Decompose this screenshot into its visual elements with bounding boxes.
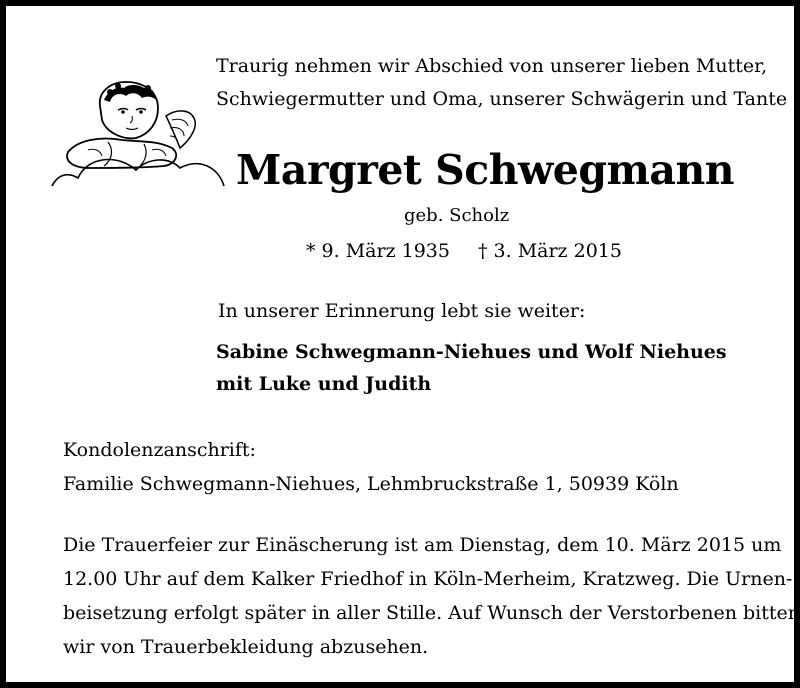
- intro-text: [216, 54, 788, 120]
- intro-line: Traurig nehmen wir Abschied von unserer lieben Mutter,: [216, 55, 768, 77]
- ceremony-line: wir von Trauerbekleidung abzusehen.: [63, 636, 429, 658]
- intro-line: Schwiegermutter und Oma, unserer Schwägerin und Tante: [216, 88, 788, 110]
- ceremony-line: Die Trauerfeier zur Einäscherung ist am Dienstag, dem 10. März 2015 um: [63, 534, 782, 556]
- condolence-label: Kondolenzanschrift:: [63, 439, 256, 461]
- angel-icon: [48, 78, 228, 188]
- birth-date: * 9. März 1935: [306, 240, 450, 262]
- life-dates: [306, 239, 622, 263]
- memory-line: In unserer Erinnerung lebt sie weiter:: [218, 300, 586, 322]
- ceremony-line: 12.00 Uhr auf dem Kalker Friedhof in Köln-Merheim, Kratzweg. Die Urnen-: [63, 568, 793, 590]
- ceremony-line: beisetzung erfolgt später in aller Stille. Auf Wunsch der Verstorbenen bitten: [63, 602, 800, 624]
- deceased-name: Margret Schwegmann: [236, 146, 735, 194]
- birth-name: geb. Scholz: [404, 205, 510, 226]
- survivors-line: mit Luke und Judith: [216, 373, 432, 395]
- condolence-address: Familie Schwegmann-Niehues, Lehmbruckstraße 1, 50939 Köln: [63, 473, 679, 495]
- ceremony-paragraph: [63, 528, 800, 664]
- death-date: † 3. März 2015: [477, 240, 622, 262]
- survivors-line: Sabine Schwegmann-Niehues und Wolf Niehues: [216, 341, 727, 363]
